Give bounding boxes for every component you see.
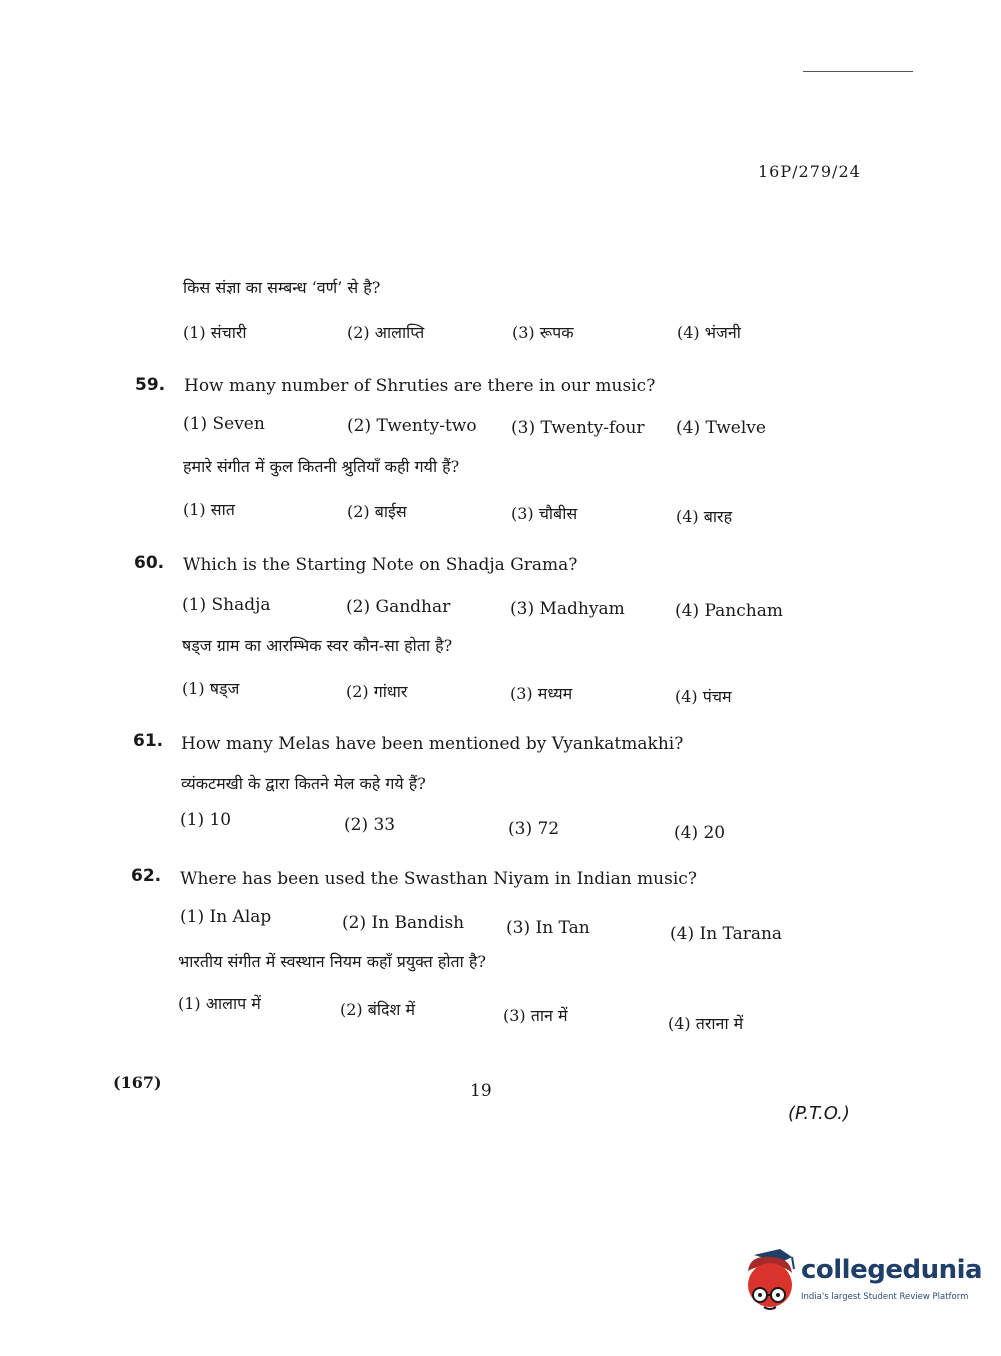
q62-text-english: Where has been used the Swasthan Niyam in Indian music?	[180, 869, 697, 889]
q60-option-3: (3) Madhyam	[510, 599, 625, 619]
q62-option-3-hindi: (3) तान में	[503, 1006, 568, 1025]
q60-option-1-hindi: (1) षड्ज	[182, 679, 240, 698]
q58-option-1-hindi: (1) संचारी	[183, 323, 247, 342]
q62-option-4-hindi: (4) तराना में	[668, 1014, 744, 1033]
q61-text-hindi: व्यंकटमखी के द्वारा कितने मेल कहे गये हैं?	[181, 774, 426, 793]
q58-option-2-hindi: (2) आलाप्ति	[347, 323, 425, 342]
collegedunia-logo	[740, 1247, 983, 1317]
q62-option-1: (1) In Alap	[180, 907, 272, 927]
q60-option-1: (1) Shadja	[182, 595, 271, 615]
q59-option-2: (2) Twenty-two	[347, 416, 477, 436]
q60-text-hindi: षड्ज ग्राम का आरम्भिक स्वर कौन-सा होता है?	[182, 636, 453, 655]
q59-option-4: (4) Twelve	[676, 418, 766, 438]
top-rule	[803, 71, 913, 72]
q61-option-2: (2) 33	[344, 815, 396, 835]
page-number: 19	[470, 1081, 492, 1101]
q61-option-1: (1) 10	[180, 810, 232, 830]
q61-text-english: How many Melas have been mentioned by Vyankatmakhi?	[181, 734, 684, 754]
q60-text-english: Which is the Starting Note on Shadja Grama?	[183, 555, 578, 575]
q62-option-3: (3) In Tan	[506, 918, 590, 938]
q59-option-3: (3) Twenty-four	[511, 418, 645, 438]
q60-number: 60.	[134, 553, 165, 573]
q59-text-english: How many number of Shruties are there in our music?	[184, 376, 656, 396]
pto-note: (P.T.O.)	[788, 1103, 850, 1124]
q60-option-4-hindi: (4) पंचम	[675, 687, 732, 706]
q62-option-1-hindi: (1) आलाप में	[178, 994, 261, 1013]
q58-option-3-hindi: (3) रूपक	[512, 323, 574, 342]
logo-wordmark: collegedunia	[801, 1255, 983, 1285]
q59-text-hindi: हमारे संगीत में कुल कितनी श्रुतियाँ कही गयी हैं?	[183, 457, 460, 476]
q62-number: 62.	[131, 866, 162, 886]
q61-option-4: (4) 20	[674, 823, 726, 843]
logo-tagline: India's largest Student Review Platform	[801, 1292, 969, 1302]
q58-text-hindi: किस संज्ञा का सम्बन्ध ‘वर्ण’ से है?	[183, 278, 381, 297]
q58-option-4-hindi: (4) भंजनी	[677, 323, 741, 342]
q62-option-2-hindi: (2) बंदिश में	[340, 1000, 416, 1019]
q59-option-1: (1) Seven	[183, 414, 265, 434]
q60-option-3-hindi: (3) मध्यम	[510, 684, 573, 703]
q59-option-2-hindi: (2) बाईस	[347, 502, 407, 521]
paper-code: 16P/279/24	[758, 162, 861, 181]
booklet-code: (167)	[113, 1073, 162, 1092]
q60-option-2: (2) Gandhar	[346, 597, 451, 617]
q59-option-3-hindi: (3) चौबीस	[511, 504, 578, 523]
q60-option-2-hindi: (2) गांधार	[346, 682, 408, 701]
q60-option-4: (4) Pancham	[675, 601, 783, 621]
q59-option-1-hindi: (1) सात	[183, 500, 235, 519]
q59-number: 59.	[135, 375, 166, 395]
q62-text-hindi: भारतीय संगीत में स्वस्थान नियम कहाँ प्रयुक्त होता है?	[178, 952, 486, 971]
q61-option-3: (3) 72	[508, 819, 560, 839]
q59-option-4-hindi: (4) बारह	[676, 507, 733, 526]
q62-option-4: (4) In Tarana	[670, 924, 783, 944]
q62-option-2: (2) In Bandish	[342, 913, 465, 933]
q61-number: 61.	[133, 731, 164, 751]
mascot-icon	[740, 1247, 800, 1317]
